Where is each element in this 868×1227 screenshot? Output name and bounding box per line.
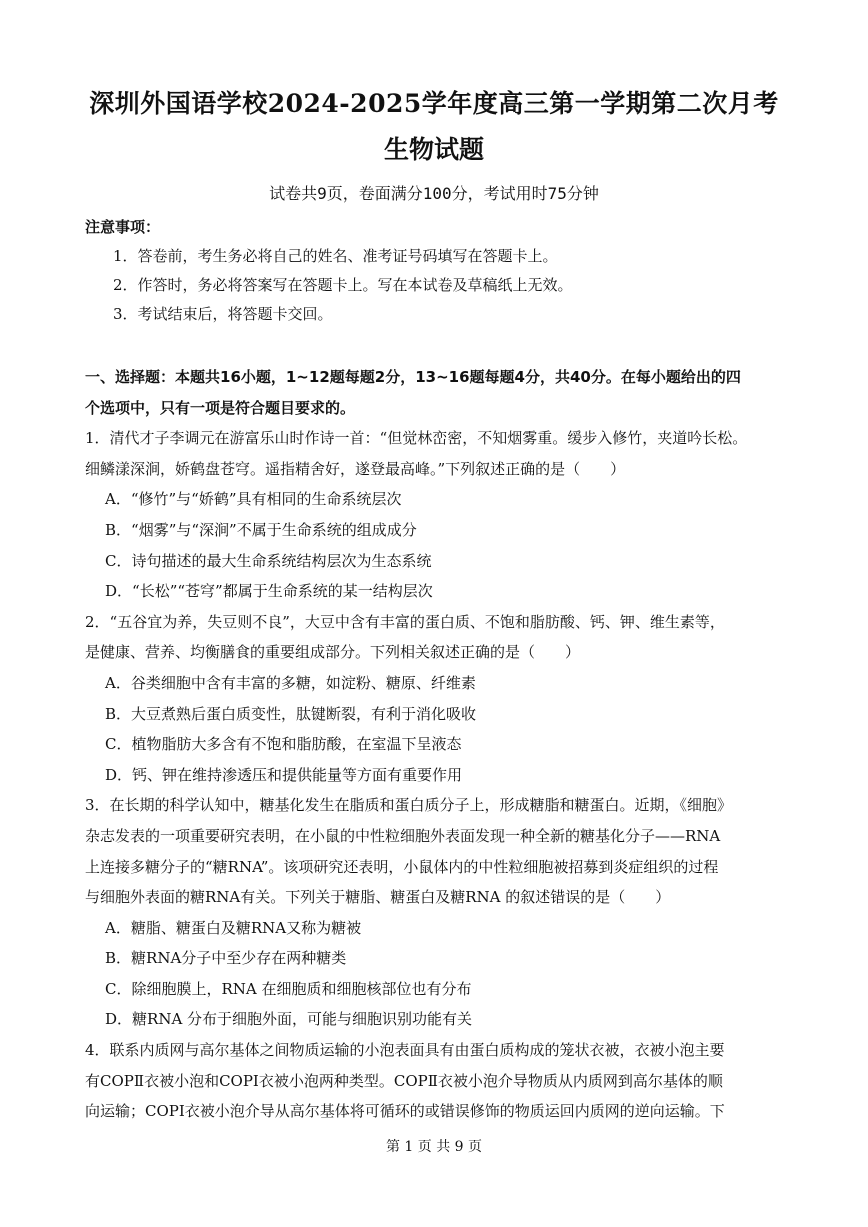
option-d: D．糖RNA 分布于细胞外面，可能与细胞识别功能有关 (105, 1010, 473, 1029)
question-stem: 1．清代才子李调元在游富乐山时作诗一首：“但觉林峦密，不知烟雾重。缓步入修竹，夹道吟长松。 (85, 429, 748, 448)
question-stem: 杂志发表的一项重要研究表明，在小鼠的中性粒细胞外表面发现一种全新的糖基化分子——RNA (85, 826, 721, 845)
question-stem: 3．在长期的科学认知中，糖基化发生在脂质和蛋白质分子上，形成糖脂和糖蛋白。近期，《细胞》 (85, 796, 733, 815)
option-b: B．大豆煮熟后蛋白质变性，肽键断裂，有利于消化吸收 (105, 704, 477, 723)
question-stem: 是健康、营养、均衡膳食的重要组成部分。下列相关叙述正确的是（ ） (85, 643, 581, 662)
question-3 (85, 790, 785, 1035)
option-a: A．糖脂、糖蛋白及糖RNA又称为糖被 (105, 918, 362, 937)
page-footer: 第 1 页 共 9 页 (385, 1139, 483, 1155)
option-c: C．诗句描述的最大生命系统结构层次为生态系统 (105, 551, 432, 570)
question-section (85, 362, 785, 1127)
note-item: 3．考试结束后，将答题卡交回。 (113, 305, 333, 323)
question-stem: 上连接多糖分子的“糖RNA”。该项研究还表明，小鼠体内的中性粒细胞被招募到炎症组织的过程 (85, 857, 719, 876)
option-d: D．“长松”“苍穹”都属于生命系统的某一结构层次 (105, 582, 433, 601)
option-a: A．谷类细胞中含有丰富的多糖，如淀粉、糖原、纤维素 (105, 673, 476, 692)
option-c: C．植物脂肪大多含有不饱和脂肪酸，在室温下呈液态 (105, 735, 462, 754)
question-2 (85, 607, 785, 791)
question-1 (85, 423, 785, 607)
question-stem: 细鳞漾深涧，娇鹤盘苍穹。遥指精舍好，遂登最高峰。”下列叙述正确的是（ ） (85, 459, 626, 478)
note-item: 2．作答时，务必将答案写在答题卡上。写在本试卷及草稿纸上无效。 (113, 276, 573, 294)
option-d: D．钙、钾在维持渗透压和提供能量等方面有重要作用 (105, 765, 463, 784)
section-heading: 个选项中，只有一项是符合题目要求的。 (85, 398, 356, 417)
question-stem: 4．联系内质网与高尔基体之间物质运输的小泡表面具有由蛋白质构成的笼状衣被，衣被小泡主要 (85, 1041, 725, 1060)
question-stem: 有COPⅡ衣被小泡和COPI衣被小泡两种类型。COPⅡ衣被小泡介导物质从内质网到高尔基体的顺 (85, 1071, 723, 1090)
section-heading: 一、选择题：本题共16小题，1~12题每题2分，13~16题每题4分，共40分。在每小题给出的四 (85, 368, 741, 386)
option-a: A．“修竹”与“娇鹤”具有相同的生命系统层次 (105, 490, 402, 509)
exam-info: 试卷共9页，卷面满分100分，考试用时75分钟 (269, 184, 599, 203)
option-b: B．糖RNA分子中至少存在两种糖类 (105, 949, 347, 968)
note-item: 1．答卷前，考生务必将自己的姓名、准考证号码填写在答题卡上。 (113, 247, 558, 265)
option-c: C．除细胞膜上，RNA 在细胞质和细胞核部位也有分布 (105, 979, 472, 998)
question-stem: 向运输；COPI衣被小泡介导从高尔基体将可循环的或错误修饰的物质运回内质网的逆向运输。下 (85, 1102, 725, 1121)
question-4 (85, 1035, 785, 1127)
question-stem: 2．“五谷宜为养，失豆则不良”，大豆中含有丰富的蛋白质、不饱和脂肪酸、钙、钾、维生素等， (85, 612, 725, 631)
question-stem: 与细胞外表面的糖RNA有关。下列关于糖脂、糖蛋白及糖RNA 的叙述错误的是（ ） (85, 888, 671, 907)
exam-title: 深圳外国语学校2024-2025学年度高三第一学期第二次月考 (89, 89, 779, 118)
option-b: B．“烟雾”与“深涧”不属于生命系统的组成成分 (105, 520, 417, 539)
notes-heading: 注意事项： (85, 218, 161, 236)
subject-title: 生物试题 (383, 135, 484, 164)
